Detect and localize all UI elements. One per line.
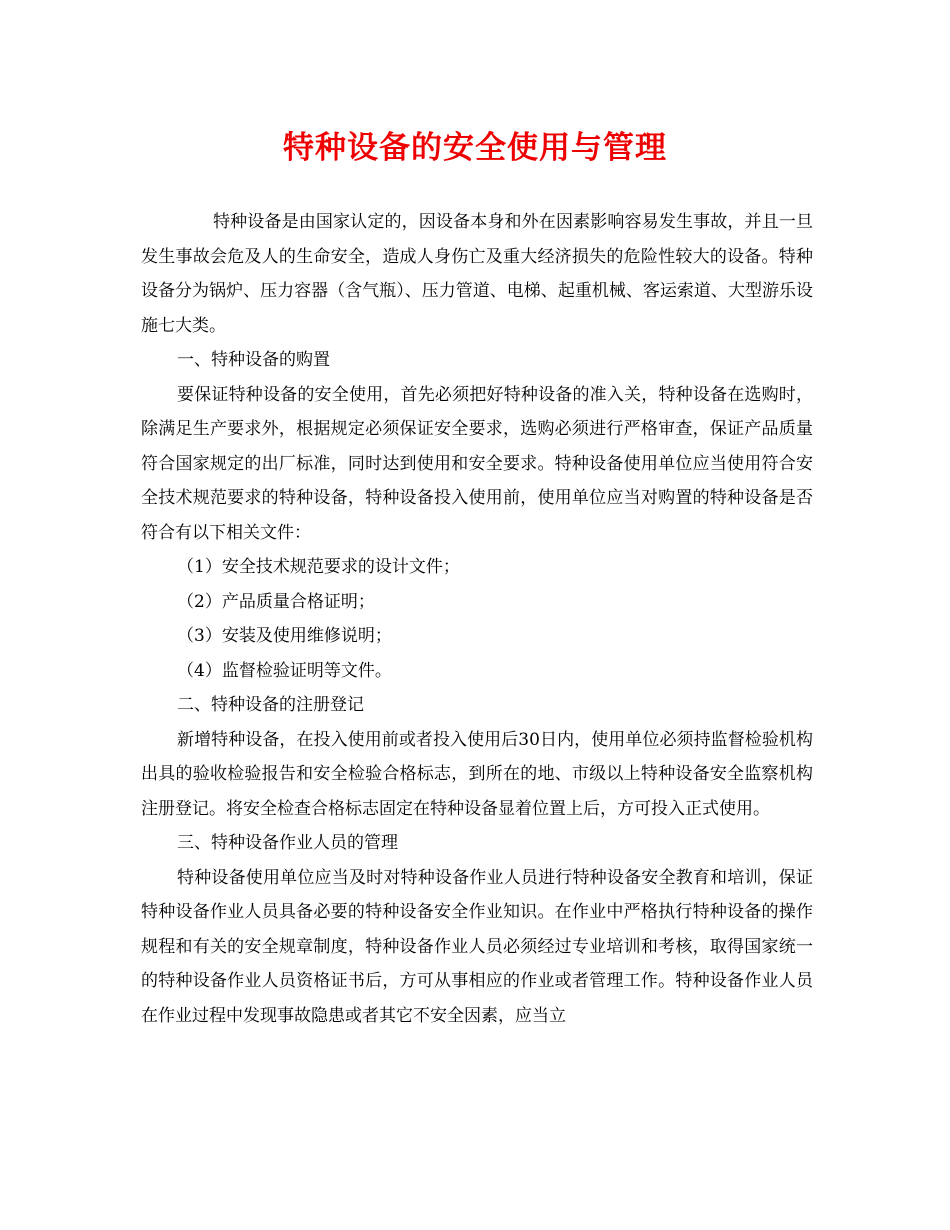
intro-paragraph: 特种设备是由国家认定的，因设备本身和外在因素影响容易发生事故，并且一旦发生事故会危及人的生命安全，造成人身伤亡及重大经济损失的危险性较大的设备。特种设备分为锅炉、压力容器（含气瓶）、压力管道、电梯、起重机械、客运索道、大型游乐设施七大类。: [141, 212, 813, 336]
section-heading-registration: 二、特种设备的注册登记: [177, 695, 364, 715]
list-item: （3）安装及使用维修说明；: [177, 626, 392, 646]
registration-paragraph: 新增特种设备，在投入使用前或者投入使用后30日内，使用单位必须持监督检验机构出具的验收检验报告和安全检验合格标志，到所在的地、市级以上特种设备安全监察机构注册登记。将安全检查合格标志固定在特种设备显着位置上后，方可投入正式使用。: [141, 729, 813, 819]
document-body: [141, 205, 813, 1033]
purchase-paragraph: 要保证特种设备的安全使用，首先必须把好特种设备的准入关，特种设备在选购时，除满足生产要求外，根据规定必须保证安全要求，选购必须进行严格审查，保证产品质量符合国家规定的出厂标准，同时达到使用和安全要求。特种设备使用单位应当使用符合安全技术规范要求的特种设备，特种设备投入使用前，使用单位应当对购置的特种设备是否符合有以下相关文件：: [141, 384, 813, 543]
list-item: （2）产品质量合格证明；: [177, 591, 375, 612]
document-title: 特种设备的安全使用与管理: [283, 130, 667, 166]
personnel-paragraph: 特种设备使用单位应当及时对特种设备作业人员进行特种设备安全教育和培训，保证特种设备作业人员具备必要的特种设备安全作业知识。在作业中严格执行特种设备的操作规程和有关的安全规章制度，特种设备作业人员必须经过专业培训和考核，取得国家统一的特种设备作业人员资格证书后，方可从事相应的作业或者管理工作。特种设备作业人员在作业过程中发现事故隐患或者其它不安全因素，应当立: [141, 867, 813, 1026]
section-heading-purchase: 一、特种设备的购置: [177, 350, 330, 370]
section-heading-personnel: 三、特种设备作业人员的管理: [177, 833, 398, 853]
list-item: （4）监督检验证明等文件。: [177, 660, 392, 681]
list-item: （1）安全技术规范要求的设计文件；: [177, 557, 460, 577]
